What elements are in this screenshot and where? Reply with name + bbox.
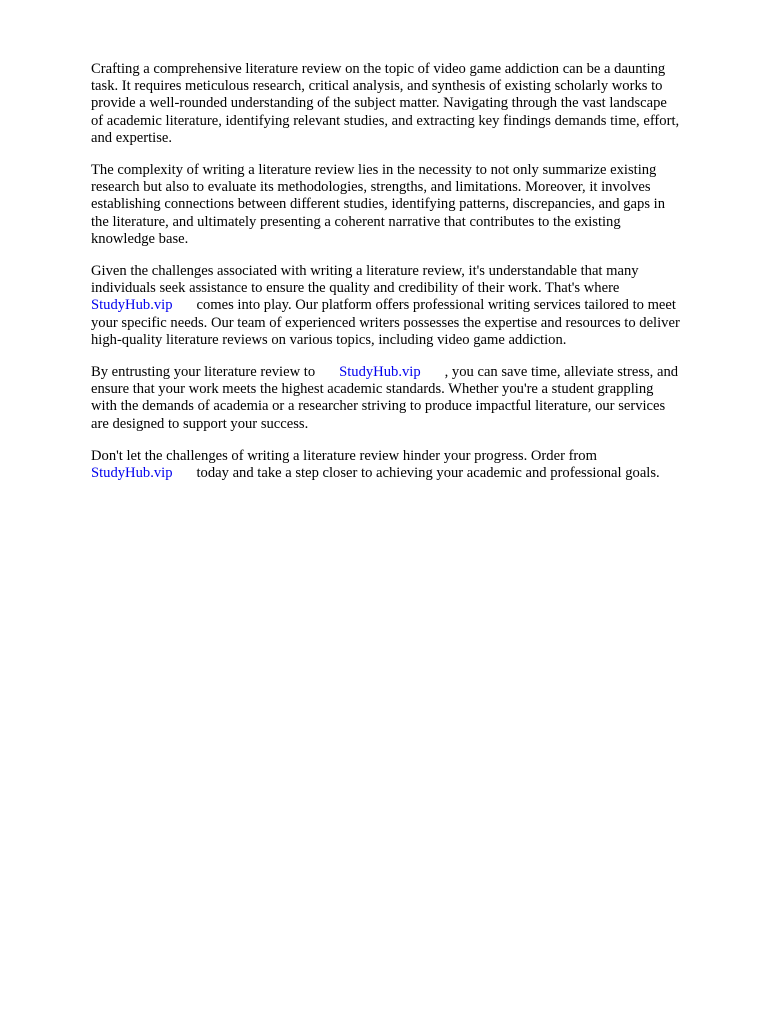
text-line: The complexity of writing a literature review lies in the necessity to not only summarize existing <box>91 162 657 179</box>
paragraph-challenges <box>91 263 723 349</box>
text-line: ensure that your work meets the highest academic standards. Whether you're a student grappling <box>91 381 654 398</box>
studyhub-link[interactable]: StudyHub.vip <box>339 364 421 381</box>
paragraph-call-to-action <box>91 448 723 482</box>
text-line-with-link <box>91 297 723 314</box>
text-line: establishing connections between different studies, identifying patterns, discrepancies, and gaps in <box>91 196 666 213</box>
text-fragment: today and take a step closer to achieving your academic and professional goals. <box>196 465 660 482</box>
text-line: and expertise. <box>91 129 173 146</box>
text-line: are designed to support your success. <box>91 415 309 432</box>
text-line-with-link <box>91 364 723 381</box>
studyhub-link[interactable]: StudyHub.vip <box>91 297 173 314</box>
text-line: Crafting a comprehensive literature review on the topic of video game addiction can be a daunting <box>91 61 666 77</box>
text-line-with-link <box>91 465 723 482</box>
document-body <box>91 61 723 482</box>
text-line: your specific needs. Our team of experienced writers possesses the expertise and resources to deliver <box>91 314 680 331</box>
text-fragment: By entrusting your literature review to <box>91 364 316 381</box>
text-fragment: comes into play. Our platform offers professional writing services tailored to meet <box>196 297 676 314</box>
paragraph-entrusting <box>91 364 723 433</box>
text-line: knowledge base. <box>91 230 189 247</box>
text-line: research but also to evaluate its methodologies, strengths, and limitations. Moreover, it involves <box>91 179 651 196</box>
text-line: with the demands of academia or a researcher striving to produce impactful literature, our services <box>91 398 666 415</box>
text-line: provide a well-rounded understanding of the subject matter. Navigating through the vast landscape <box>91 95 667 112</box>
text-line: Given the challenges associated with writing a literature review, it's understandable that many <box>91 263 639 280</box>
text-line: Don't let the challenges of writing a literature review hinder your progress. Order from <box>91 447 597 464</box>
text-line: high-quality literature reviews on various topics, including video game addiction. <box>91 331 567 348</box>
paragraph-intro <box>91 61 723 147</box>
text-fragment: , you can save time, alleviate stress, and <box>444 364 679 381</box>
studyhub-link[interactable]: StudyHub.vip <box>91 465 173 482</box>
text-line: individuals seek assistance to ensure the quality and credibility of their work. That's where <box>91 280 620 297</box>
text-line: of academic literature, identifying relevant studies, and extracting key findings demands time, effort, <box>91 112 680 129</box>
paragraph-complexity <box>91 162 723 248</box>
text-line: task. It requires meticulous research, critical analysis, and synthesis of existing scholarly works to <box>91 78 663 95</box>
text-line: the literature, and ultimately presenting a coherent narrative that contributes to the existing <box>91 213 621 230</box>
